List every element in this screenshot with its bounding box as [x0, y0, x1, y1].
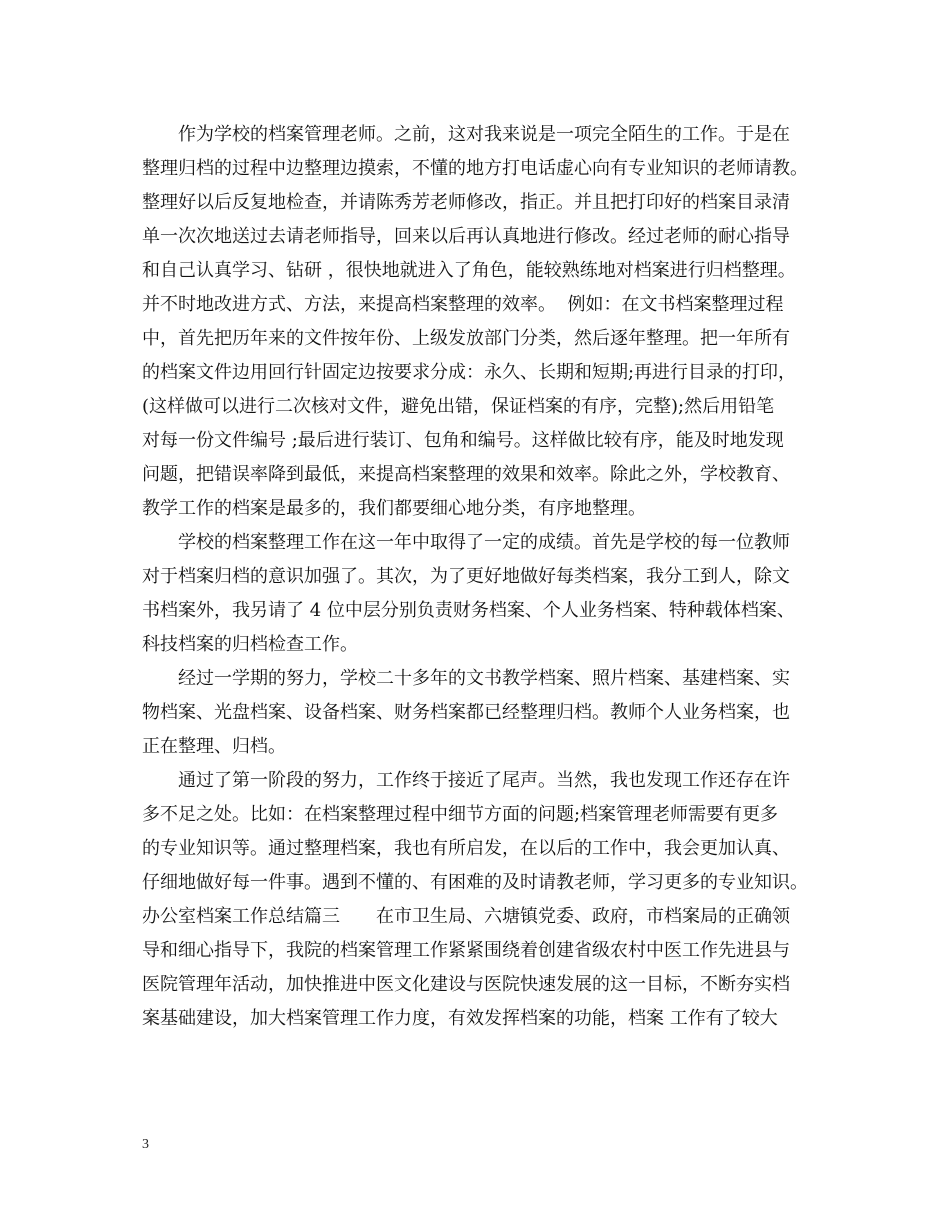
text-line: (这样做可以进行二次核对文件，避免出错，保证档案的有序，完整);然后用铅笔 — [142, 396, 775, 417]
text-line: 导和细心指导下，我院的档案管理工作紧紧围绕着创建省级农村中医工作先进县与 — [142, 940, 790, 961]
body-text — [142, 118, 820, 1036]
text-line: 正在整理、归档。 — [142, 736, 286, 757]
text-line: 学校的档案整理工作在这一年中取得了一定的成绩。首先是学校的每一位教师 — [142, 532, 790, 553]
text-line: 经过一学期的努力，学校二十多年的文书教学档案、照片档案、基建档案、实 — [142, 668, 790, 689]
text-line: 整理归档的过程中边整理边摸索，不懂的地方打电话虚心向有专业知识的老师请教。 — [142, 158, 808, 179]
text-line: 书档案外，我另请了 4 位中层分别负责财务档案、个人业务档案、特种载体档案、 — [142, 600, 795, 621]
text-line: 单一次次地送过去请老师指导，回来以后再认真地进行修改。经过老师的耐心指导 — [142, 226, 790, 247]
text-line: 通过了第一阶段的努力，工作终于接近了尾声。当然，我也发现工作还存在许 — [142, 770, 790, 791]
text-line: 案基础建设，加大档案管理工作力度，有效发挥档案的功能，档案 工作有了较大 — [142, 1008, 778, 1029]
text-line: 医院管理年活动，加快推进中医文化建设与医院快速发展的这一目标，不断夯实档 — [142, 974, 790, 995]
text-line: 对于档案归档的意识加强了。其次，为了更好地做好每类档案，我分工到人，除文 — [142, 566, 790, 587]
text-line: 和自己认真学习、钻研 ，很快地就进入了角色，能较熟练地对档案进行归档整理。 — [142, 260, 796, 281]
text-line: 中，首先把历年来的文件按年份、上级发放部门分类，然后逐年整理。把一年所有 — [142, 328, 790, 349]
text-line: 问题，把错误率降到最低，来提高档案整理的效果和效率。除此之外，学校教育、 — [142, 464, 790, 485]
text-line: 对每一份文件编号 ;最后进行装订、包角和编号。这样做比较有序，能及时地发现 — [142, 430, 784, 451]
text-line: 并不时地改进方式、方法，来提高档案整理的效率。 例如：在文书档案整理过程 — [142, 294, 784, 315]
text-line: 物档案、光盘档案、设备档案、财务档案都已经整理归档。教师个人业务档案，也 — [142, 702, 790, 723]
text-line: 作为学校的档案管理老师。之前，这对我来说是一项完全陌生的工作。于是在 — [142, 124, 790, 145]
text-line: 仔细地做好每一件事。遇到不懂的、有困难的及时请教老师，学习更多的专业知识。 — [142, 872, 808, 893]
text-line: 多不足之处。比如：在档案整理过程中细节方面的问题;档案管理老师需要有更多 — [142, 804, 779, 825]
text-line: 的档案文件边用回行针固定边按要求分成：永久、长期和短期;再进行目录的打印， — [142, 362, 797, 383]
text-line: 的专业知识等。通过整理档案，我也有所启发，在以后的工作中，我会更加认真、 — [142, 838, 790, 859]
text-line: 整理好以后反复地检查，并请陈秀芳老师修改，指正。并且把打印好的档案目录清 — [142, 192, 790, 213]
text-line: 教学工作的档案是最多的，我们都要细心地分类，有序地整理。 — [142, 498, 646, 519]
text-line: 科技档案的归档检查工作。 — [142, 634, 358, 655]
text-line: 办公室档案工作总结篇三 在市卫生局、六塘镇党委、政府，市档案局的正确领 — [142, 906, 790, 927]
page-number: 3 — [142, 1137, 149, 1152]
